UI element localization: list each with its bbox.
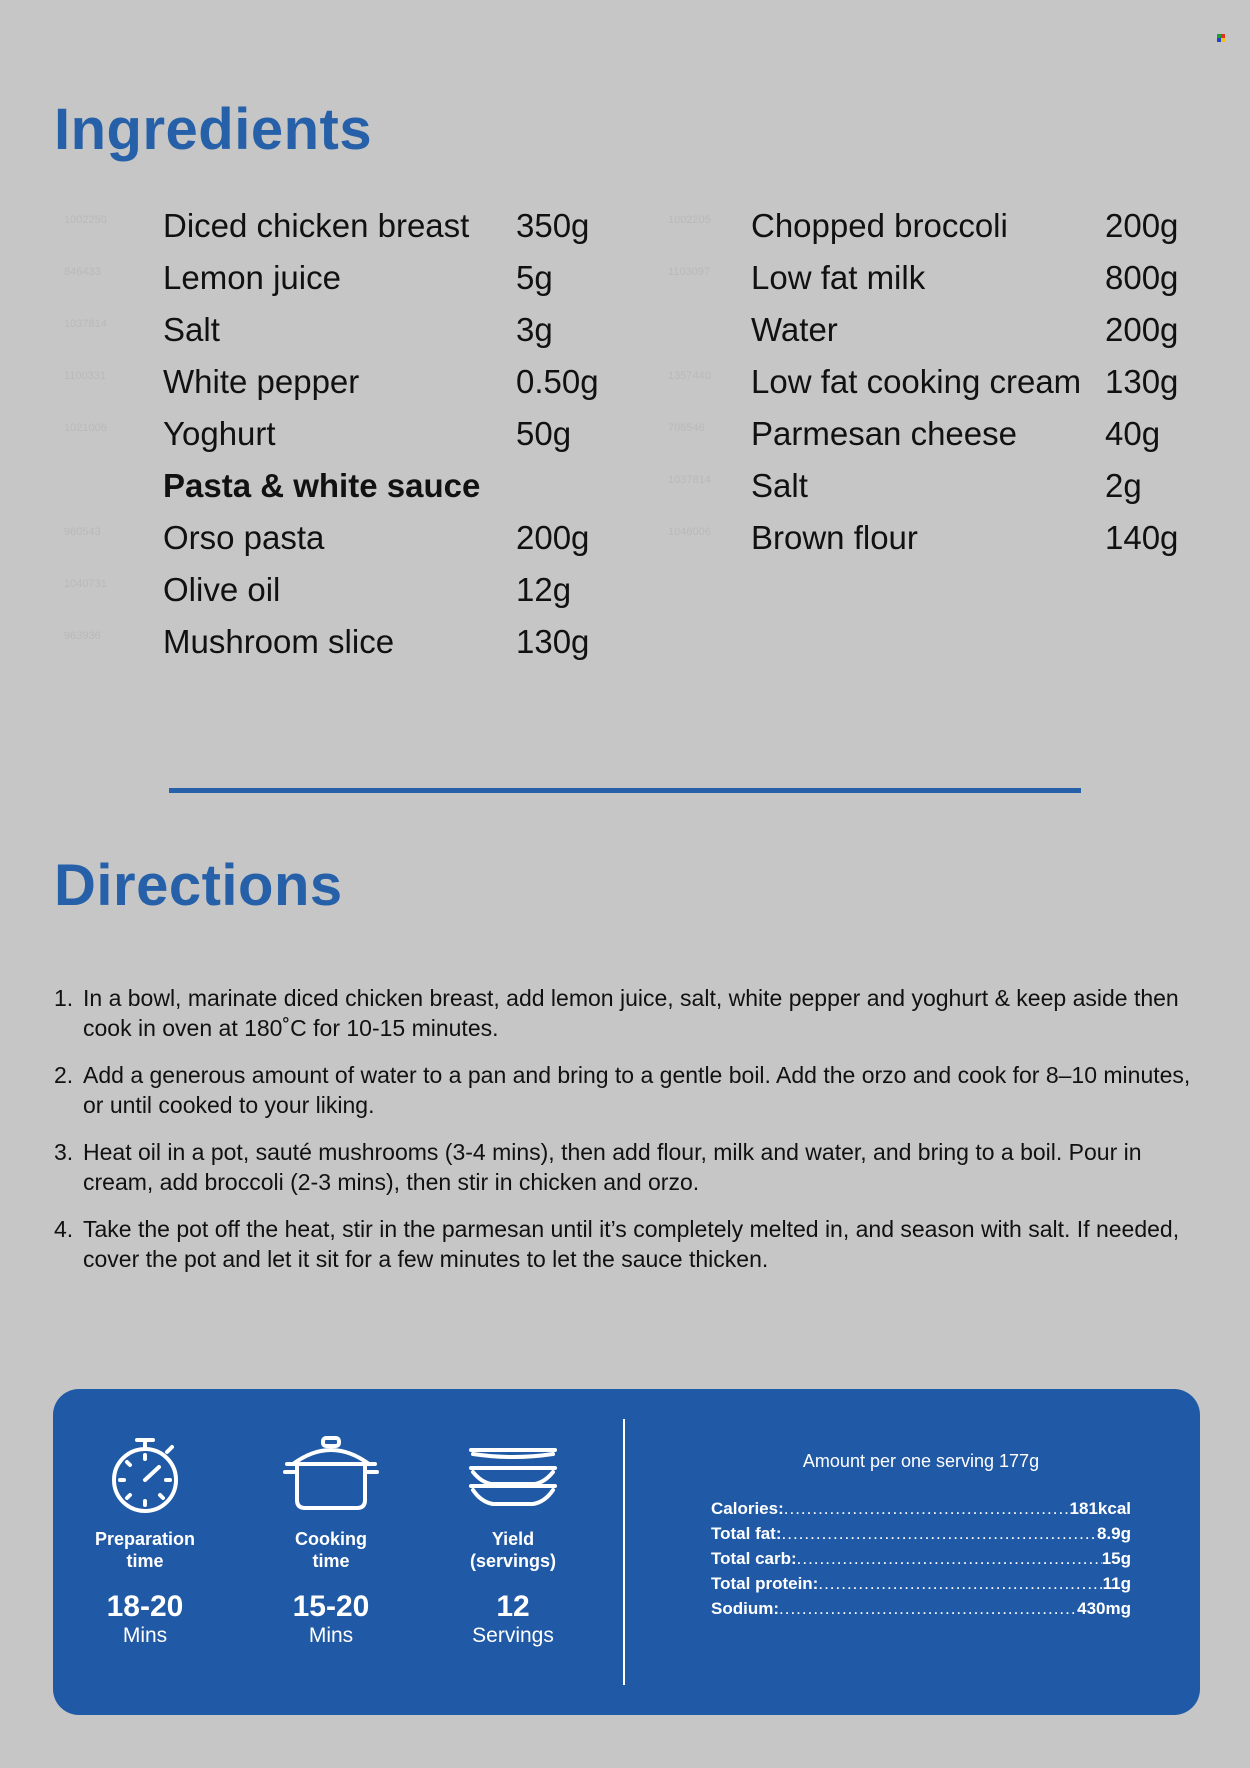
ingredient-row — [0, 356, 640, 408]
yield-stat — [438, 1434, 588, 1648]
ingredients-left-column — [0, 200, 640, 668]
cooking-time-stat — [256, 1434, 406, 1648]
ingredient-name: Diced chicken breast — [163, 207, 470, 244]
nutrition-row — [711, 1546, 1131, 1571]
step-text: In a bowl, marinate diced chicken breast, add lemon juice, salt, white pepper and yoghurt & keep aside then cook in oven at 180˚C for 10-15 minutes. — [83, 985, 1179, 1041]
nutrition-row — [711, 1496, 1131, 1521]
panel-divider — [623, 1419, 625, 1685]
prep-value: 18-20 — [106, 1590, 184, 1623]
ingredient-row — [590, 408, 1250, 460]
nutrition-title: Amount per one serving 177g — [802, 1451, 1040, 1471]
prep-label-line2: time — [126, 1551, 164, 1571]
nutrition-value: 15g — [1101, 1549, 1131, 1568]
ingredient-code: 1357440 — [668, 370, 711, 382]
ingredient-name: Low fat cooking cream — [751, 363, 1082, 400]
ingredient-amount: 0.50g — [516, 363, 599, 400]
step-number: 2. — [54, 1062, 74, 1088]
prep-unit: Mins — [122, 1624, 168, 1647]
step-text: Heat oil in a pot, sauté mushrooms (3-4 mins), then add flour, milk and water, and bring to a boil. Pour in cream, add broccoli (2-3 mins), then stir in chicken and orzo. — [83, 1139, 1142, 1195]
cook-value: 15-20 — [292, 1590, 370, 1623]
ingredient-name: Salt — [163, 311, 220, 348]
ingredient-name: Yoghurt — [163, 415, 276, 452]
ingredient-name: Salt — [751, 467, 808, 504]
ingredient-amount: 130g — [516, 623, 590, 660]
prep-label-line1: Preparation — [94, 1529, 196, 1549]
ingredient-name: White pepper — [163, 363, 360, 400]
ingredient-amount: 130g — [1105, 363, 1179, 400]
ingredient-row — [590, 512, 1250, 564]
direction-step — [54, 1060, 1204, 1120]
ingredient-row — [0, 252, 640, 304]
stopwatch-icon — [109, 1434, 181, 1514]
nutrition-facts — [711, 1451, 1131, 1621]
nutrition-row — [711, 1571, 1131, 1596]
ingredient-row — [590, 252, 1250, 304]
recipe-info-panel — [53, 1389, 1200, 1715]
nutrition-label: Total protein: — [711, 1574, 819, 1593]
ingredient-amount: 2g — [1105, 467, 1142, 504]
ingredient-name: Olive oil — [163, 571, 281, 608]
ingredient-amount: 350g — [516, 207, 590, 244]
dot-leader — [797, 1546, 1102, 1571]
ingredient-name: Parmesan cheese — [751, 415, 1017, 452]
section-divider — [169, 788, 1081, 793]
dot-leader — [779, 1596, 1077, 1621]
ingredient-amount: 12g — [516, 571, 572, 608]
nutrition-value: 181kcal — [1069, 1499, 1131, 1518]
nutrition-row — [711, 1596, 1131, 1621]
ingredient-amount: 40g — [1105, 415, 1161, 452]
cook-label-line2: time — [312, 1551, 350, 1571]
nutrition-value: 430mg — [1077, 1599, 1131, 1618]
nutrition-label: Sodium: — [711, 1599, 779, 1618]
ingredient-amount: 3g — [516, 311, 553, 348]
ingredient-row — [590, 460, 1250, 512]
ingredient-name: Brown flour — [751, 519, 918, 556]
ingredient-amount: 800g — [1105, 259, 1179, 296]
ingredient-name: Low fat milk — [751, 259, 926, 296]
step-number: 1. — [54, 985, 74, 1011]
dot-leader — [784, 1496, 1070, 1521]
ingredient-code: 963936 — [64, 630, 101, 642]
nutrition-value: 8.9g — [1096, 1524, 1131, 1543]
yield-value: 12 — [496, 1590, 530, 1623]
ingredient-code: 1021006 — [64, 422, 107, 434]
ingredient-row — [590, 356, 1250, 408]
corner-color-mark — [1217, 34, 1225, 42]
ingredient-row — [0, 304, 640, 356]
ingredient-row — [0, 512, 640, 564]
ingredient-code: 960543 — [64, 526, 101, 538]
ingredient-code: 1040731 — [64, 578, 107, 590]
ingredient-name: Lemon juice — [163, 259, 341, 296]
direction-step — [54, 1137, 1204, 1197]
ingredient-code: 1037814 — [64, 318, 107, 330]
cook-unit: Mins — [308, 1624, 354, 1647]
yield-label-line2: (servings) — [469, 1551, 557, 1571]
ingredient-amount: 200g — [516, 519, 590, 556]
ingredient-code: 1002205 — [668, 214, 711, 226]
cooking-pot-icon — [283, 1434, 379, 1514]
ingredient-row — [0, 564, 640, 616]
ingredient-code: 1103097 — [668, 266, 711, 278]
ingredient-row — [0, 200, 640, 252]
ingredient-code: 1037814 — [668, 474, 711, 486]
step-number: 4. — [54, 1216, 74, 1242]
step-number: 3. — [54, 1139, 74, 1165]
ingredient-amount: 50g — [516, 415, 572, 452]
nutrition-row — [711, 1521, 1131, 1546]
ingredient-amount: 200g — [1105, 207, 1179, 244]
direction-step — [54, 1214, 1204, 1274]
dot-leader — [782, 1521, 1097, 1546]
ingredient-section-heading: Pasta & white sauce — [163, 467, 481, 504]
yield-unit: Servings — [472, 1624, 554, 1647]
nutrition-rows — [711, 1496, 1131, 1621]
ingredient-code: 1046006 — [668, 526, 711, 538]
ingredient-code: 1100331 — [64, 370, 107, 382]
cook-label-line1: Cooking — [295, 1529, 367, 1549]
ingredient-row — [590, 304, 1250, 356]
directions-list — [54, 983, 1204, 1291]
ingredient-amount: 200g — [1105, 311, 1179, 348]
nutrition-value: 11g — [1102, 1574, 1131, 1593]
nutrition-label: Calories: — [711, 1499, 784, 1518]
ingredient-row — [590, 200, 1250, 252]
step-text: Take the pot off the heat, stir in the parmesan until it’s completely melted in, and season with salt. If needed, cover the pot and let it sit for a few minutes to let the sauce thicken. — [83, 1216, 1180, 1272]
nutrition-label: Total fat: — [711, 1524, 782, 1543]
stacked-plates-icon — [465, 1434, 561, 1514]
ingredient-amount: 5g — [516, 259, 553, 296]
ingredient-code: 1002250 — [64, 214, 107, 226]
ingredient-code: 706546 — [668, 422, 705, 434]
ingredient-amount: 140g — [1105, 519, 1179, 556]
yield-label-line1: Yield — [491, 1529, 535, 1549]
ingredients-title: Ingredients — [54, 97, 373, 162]
direction-step — [54, 983, 1204, 1043]
ingredient-name: Water — [751, 311, 838, 348]
nutrition-label: Total carb: — [711, 1549, 797, 1568]
step-text: Add a generous amount of water to a pan and bring to a gentle boil. Add the orzo and cook for 8–10 minutes, or until cooked to your liking. — [83, 1062, 1191, 1118]
ingredients-right-column — [590, 200, 1250, 564]
ingredient-name: Mushroom slice — [163, 623, 395, 660]
ingredient-row — [0, 616, 640, 668]
preparation-time-stat — [70, 1434, 220, 1648]
ingredient-row — [0, 408, 640, 460]
directions-title: Directions — [54, 853, 343, 918]
dot-leader — [818, 1571, 1102, 1596]
ingredient-code: 846433 — [64, 266, 101, 278]
ingredient-name: Chopped broccoli — [751, 207, 1008, 244]
ingredient-name: Orso pasta — [163, 519, 325, 556]
ingredient-row — [0, 460, 640, 512]
